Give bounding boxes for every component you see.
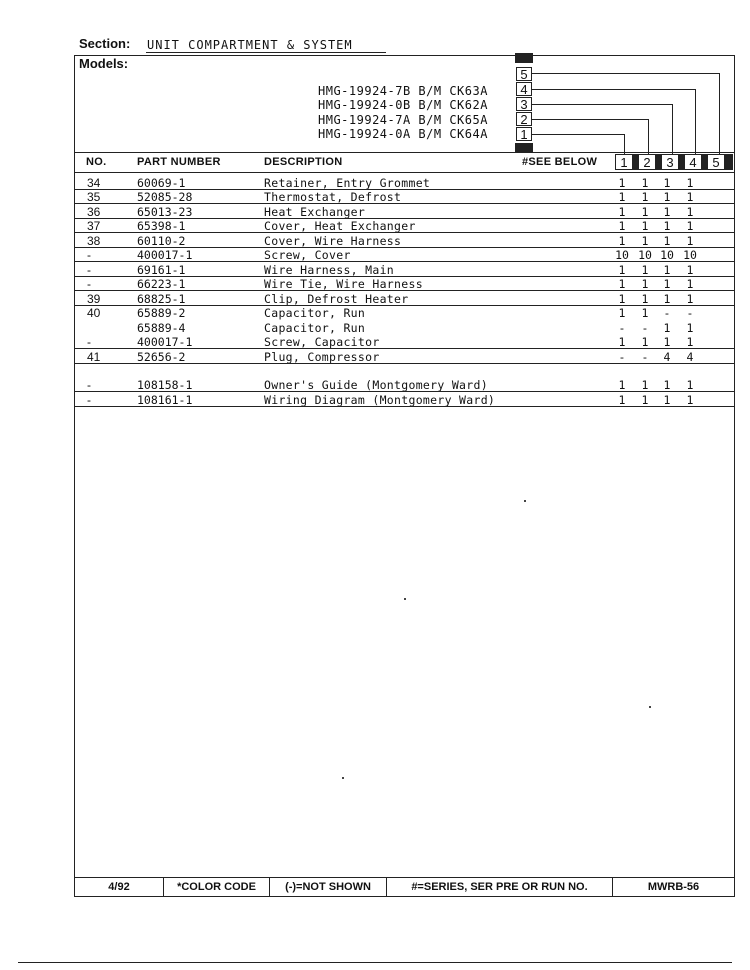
col-header-see-below: #SEE BELOW <box>522 156 598 168</box>
row-rule <box>75 406 734 407</box>
quantity-model-4: 4 <box>686 350 694 364</box>
table-row <box>75 350 734 364</box>
table-row <box>75 205 734 219</box>
footer-series-note: #=SERIES, SER PRE OR RUN NO. <box>411 881 588 893</box>
table-row <box>75 190 734 204</box>
scan-speck <box>649 706 651 708</box>
model-box-1: 1 <box>516 127 532 141</box>
connector-3-down <box>672 104 673 155</box>
quantity-model-1: 1 <box>618 205 626 219</box>
row-number: 40 <box>87 306 101 320</box>
col-header-description: DESCRIPTION <box>264 156 343 168</box>
quantity-model-1: 1 <box>618 176 626 190</box>
part-number: 400017-1 <box>137 248 193 262</box>
part-number: 66223-1 <box>137 277 186 291</box>
row-rule <box>75 363 734 364</box>
quantity-model-1: 1 <box>618 306 626 320</box>
quantity-model-2: 1 <box>641 393 649 407</box>
quantity-model-3: 1 <box>663 219 671 233</box>
scan-speck <box>404 598 406 600</box>
table-row <box>75 277 734 291</box>
quantity-model-3: - <box>663 306 671 320</box>
model-name-2: HMG-19924-7A B/M CK65A <box>318 113 488 127</box>
quantity-model-1: 1 <box>618 277 626 291</box>
row-number: 41 <box>87 350 101 364</box>
quantity-model-4: 1 <box>686 335 694 349</box>
quantity-model-2: 1 <box>641 234 649 248</box>
row-number: - <box>87 378 91 392</box>
models-label: Models: <box>79 56 129 71</box>
quantity-model-2: 10 <box>638 248 652 262</box>
quantity-model-4: 1 <box>686 234 694 248</box>
footer-date: 4/92 <box>108 881 130 893</box>
part-description: Clip, Defrost Heater <box>264 292 409 306</box>
part-description: Capacitor, Run <box>264 321 366 335</box>
quantity-model-1: 10 <box>615 248 629 262</box>
quantity-model-2: 1 <box>641 190 649 204</box>
page-bottom-rule <box>18 962 732 963</box>
row-number: 34 <box>87 176 101 190</box>
part-description: Capacitor, Run <box>264 306 366 320</box>
part-number: 69161-1 <box>137 263 186 277</box>
connector-5-down <box>719 73 720 155</box>
footer-bar <box>75 877 734 897</box>
quantity-model-1: 1 <box>618 219 626 233</box>
model-name-3: HMG-19924-0B B/M CK62A <box>318 98 488 112</box>
quantity-model-4: 1 <box>686 205 694 219</box>
quantity-model-1: 1 <box>618 234 626 248</box>
part-description: Retainer, Entry Grommet <box>264 176 431 190</box>
col-header-model-3: 3 <box>661 154 679 170</box>
model-box-4: 4 <box>516 82 532 96</box>
row-number: - <box>87 263 91 277</box>
part-description: Screw, Capacitor <box>264 335 380 349</box>
quantity-model-4: 1 <box>686 378 694 392</box>
part-number: 65889-2 <box>137 306 186 320</box>
model-box-2: 2 <box>516 112 532 126</box>
row-number: - <box>87 335 91 349</box>
quantity-model-3: 1 <box>663 378 671 392</box>
part-description: Screw, Cover <box>264 248 351 262</box>
footer-not-shown: (-)=NOT SHOWN <box>285 881 371 893</box>
col-header-model-2: 2 <box>638 154 656 170</box>
table-row <box>75 219 734 233</box>
quantity-model-2: 1 <box>641 335 649 349</box>
row-number: - <box>87 248 91 262</box>
part-number: 108158-1 <box>137 378 193 392</box>
table-row <box>75 176 734 190</box>
quantity-model-2: 1 <box>641 306 649 320</box>
row-number: - <box>87 277 91 291</box>
col-header-model-4: 4 <box>684 154 702 170</box>
quantity-model-4: 1 <box>686 190 694 204</box>
quantity-model-3: 10 <box>660 248 674 262</box>
part-number: 52085-28 <box>137 190 193 204</box>
part-number: 65013-23 <box>137 205 193 219</box>
table-row <box>75 335 734 349</box>
quantity-model-4: 10 <box>683 248 697 262</box>
row-number: 35 <box>87 190 101 204</box>
table-row <box>75 306 734 320</box>
footer-doc-number: MWRB-56 <box>647 881 700 893</box>
table-row <box>75 292 734 306</box>
col-header-model-5: 5 <box>707 154 725 170</box>
footer-color-code: *COLOR CODE <box>177 881 256 893</box>
part-number: 400017-1 <box>137 335 193 349</box>
quantity-model-3: 1 <box>663 335 671 349</box>
quantity-model-1: 1 <box>618 335 626 349</box>
quantity-model-3: 1 <box>663 393 671 407</box>
part-description: Heat Exchanger <box>264 205 366 219</box>
row-rule <box>75 232 734 233</box>
row-number: 36 <box>87 205 101 219</box>
quantity-model-3: 1 <box>663 277 671 291</box>
model-box-5: 5 <box>516 67 532 81</box>
connector-4-down <box>695 89 696 155</box>
row-rule <box>75 203 734 204</box>
part-number: 65398-1 <box>137 219 186 233</box>
table-row <box>75 393 734 407</box>
quantity-model-3: 1 <box>663 205 671 219</box>
scan-speck <box>524 500 526 502</box>
quantity-model-2: 1 <box>641 219 649 233</box>
connector-1 <box>532 134 624 135</box>
part-number: 108161-1 <box>137 393 193 407</box>
quantity-model-2: - <box>641 321 649 335</box>
quantity-model-2: 1 <box>641 292 649 306</box>
quantity-model-2: 1 <box>641 176 649 190</box>
part-number: 68825-1 <box>137 292 186 306</box>
quantity-model-4: 1 <box>686 393 694 407</box>
table-row <box>75 234 734 248</box>
connector-2-down <box>648 119 649 155</box>
row-number: 37 <box>87 219 101 233</box>
table-row <box>75 263 734 277</box>
table-row <box>75 321 734 335</box>
quantity-model-1: 1 <box>618 190 626 204</box>
scan-speck <box>342 777 344 779</box>
row-rule <box>75 391 734 392</box>
part-number: 60069-1 <box>137 176 186 190</box>
col-header-no: NO. <box>86 156 107 168</box>
row-rule <box>75 290 734 291</box>
part-description: Wire Harness, Main <box>264 263 395 277</box>
quantity-model-3: 1 <box>663 292 671 306</box>
part-description: Plug, Compressor <box>264 350 380 364</box>
quantity-model-4: 1 <box>686 321 694 335</box>
section-underline <box>146 52 386 53</box>
model-name-1: HMG-19924-0A B/M CK64A <box>318 127 488 141</box>
quantity-model-2: 1 <box>641 277 649 291</box>
row-rule <box>75 261 734 262</box>
section-label: Section: <box>79 36 131 51</box>
quantity-model-1: 1 <box>618 263 626 277</box>
quantity-model-1: - <box>618 321 626 335</box>
quantity-model-3: 1 <box>663 176 671 190</box>
quantity-model-4: 1 <box>686 277 694 291</box>
quantity-model-3: 1 <box>663 190 671 204</box>
quantity-model-3: 1 <box>663 263 671 277</box>
quantity-model-3: 1 <box>663 321 671 335</box>
quantity-model-1: 1 <box>618 378 626 392</box>
quantity-model-1: 1 <box>618 393 626 407</box>
quantity-model-1: - <box>618 350 626 364</box>
section-value: UNIT COMPARTMENT & SYSTEM <box>147 38 353 52</box>
connector-4 <box>532 89 695 90</box>
header-top-rule <box>75 152 734 153</box>
part-number: 65889-4 <box>137 321 186 335</box>
quantity-model-2: 1 <box>641 263 649 277</box>
row-number: 38 <box>87 234 101 248</box>
col-divider <box>725 154 733 170</box>
quantity-model-4: 1 <box>686 176 694 190</box>
model-name-4: HMG-19924-7B B/M CK63A <box>318 84 488 98</box>
quantity-model-2: 1 <box>641 205 649 219</box>
quantity-model-4: - <box>686 306 694 320</box>
quantity-model-1: 1 <box>618 292 626 306</box>
part-number: 52656-2 <box>137 350 186 364</box>
part-description: Cover, Heat Exchanger <box>264 219 416 233</box>
quantity-model-3: 1 <box>663 234 671 248</box>
col-header-part-number: PART NUMBER <box>137 156 221 168</box>
connector-2 <box>532 119 648 120</box>
part-description: Wiring Diagram (Montgomery Ward) <box>264 393 496 407</box>
table-row <box>75 378 734 392</box>
connector-3 <box>532 104 672 105</box>
quantity-model-4: 1 <box>686 219 694 233</box>
model-box-3: 3 <box>516 97 532 111</box>
quantity-model-4: 1 <box>686 263 694 277</box>
model-bracket-top <box>515 53 533 63</box>
header-bottom-rule <box>75 172 734 173</box>
quantity-model-2: 1 <box>641 378 649 392</box>
part-description: Cover, Wire Harness <box>264 234 402 248</box>
col-header-model-1: 1 <box>615 154 633 170</box>
quantity-model-2: - <box>641 350 649 364</box>
quantity-model-4: 1 <box>686 292 694 306</box>
row-rule <box>75 348 734 349</box>
part-number: 60110-2 <box>137 234 186 248</box>
part-description: Owner's Guide (Montgomery Ward) <box>264 378 488 392</box>
quantity-model-3: 4 <box>663 350 671 364</box>
table-row <box>75 248 734 262</box>
connector-5 <box>532 73 719 74</box>
part-description: Thermostat, Defrost <box>264 190 402 204</box>
part-description: Wire Tie, Wire Harness <box>264 277 423 291</box>
row-number: - <box>87 393 91 407</box>
row-number: 39 <box>87 292 101 306</box>
